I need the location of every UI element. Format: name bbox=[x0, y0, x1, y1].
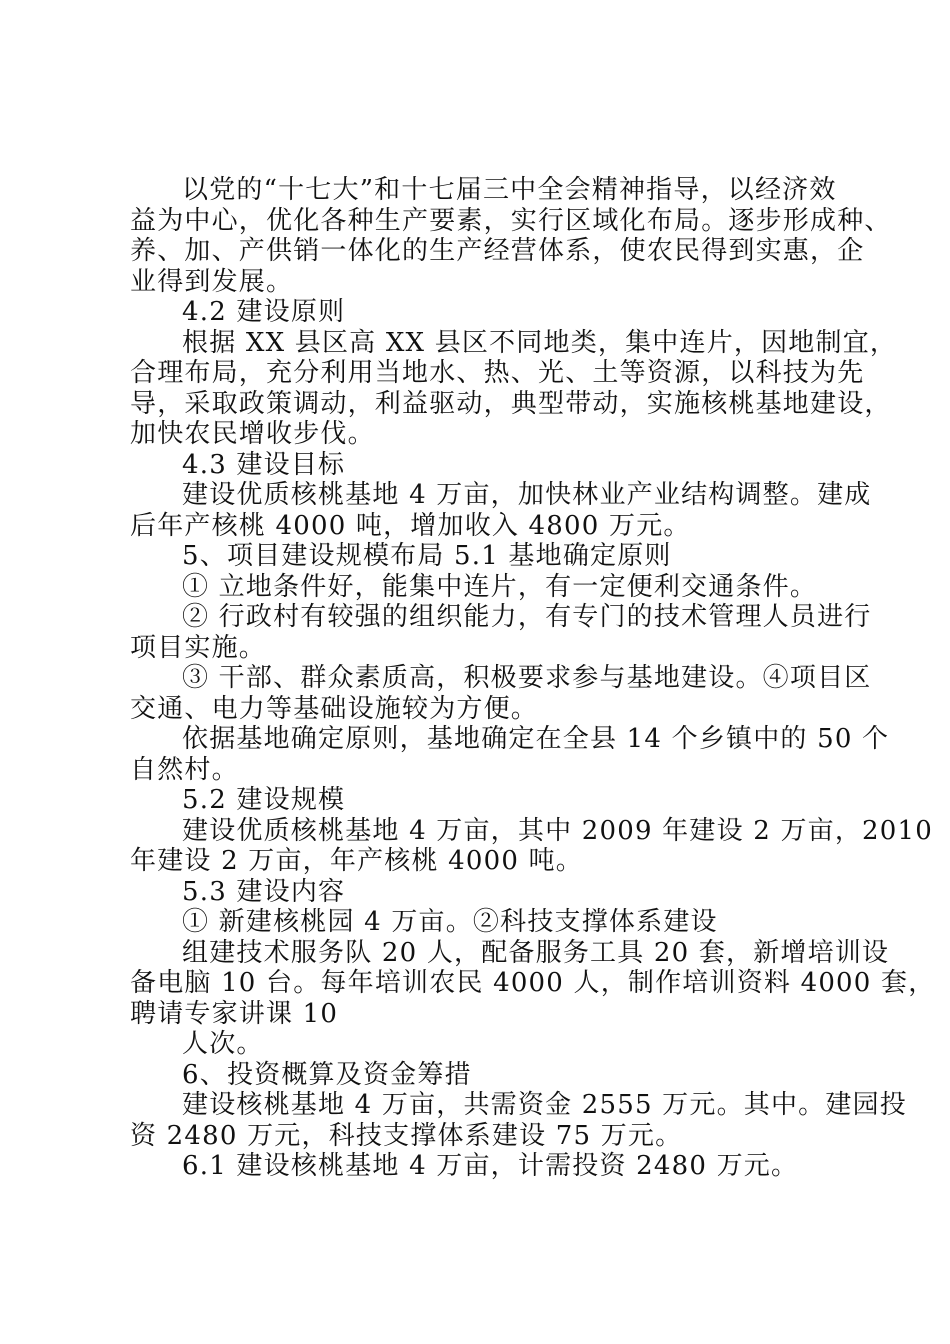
text-line: 聘请专家讲课 10 bbox=[130, 998, 339, 1029]
text-line: 5.2 建设规模 bbox=[182, 785, 346, 815]
text-line: 组建技术服务队 20 人，配备服务工具 20 套，新增培训设 bbox=[182, 937, 890, 968]
text-line: 益为中心，优化各种生产要素，实行区域化布局。逐步形成种、 bbox=[130, 205, 892, 236]
text-line: 养、加、产供销一体化的生产经营体系，使农民得到实惠，企 bbox=[130, 236, 865, 266]
text-line: 6、投资概算及资金筹措 bbox=[182, 1059, 472, 1090]
text-line: 项目实施。 bbox=[130, 632, 267, 663]
text-line: 资 2480 万元，科技支撑体系建设 75 万元。 bbox=[130, 1120, 683, 1151]
text-line: ① 新建核桃园 4 万亩。②科技支撑体系建设 bbox=[182, 907, 718, 937]
text-line: 根据 XX 县区高 XX 县区不同地类，集中连片，因地制宜， bbox=[182, 327, 898, 358]
text-line: 建设优质核桃基地 4 万亩，其中 2009 年建设 2 万亩，2010 bbox=[182, 815, 934, 846]
text-line: 合理布局，充分利用当地水、热、光、土等资源，以科技为先 bbox=[130, 358, 865, 388]
document-body bbox=[130, 175, 936, 1182]
text-line: 依据基地确定原则，基地确定在全县 14 个乡镇中的 50 个 bbox=[182, 724, 890, 754]
text-line: 5.3 建设内容 bbox=[182, 876, 346, 907]
text-line: 5、项目建设规模布局 5.1 基地确定原则 bbox=[182, 541, 672, 571]
text-line: 后年产核桃 4000 吨，增加收入 4800 万元。 bbox=[130, 510, 691, 541]
text-line: 业得到发展。 bbox=[130, 266, 294, 297]
text-line: 建设核桃基地 4 万亩，共需资金 2555 万元。其中。建园投 bbox=[182, 1090, 907, 1120]
text-line: 导，采取政策调动，利益驱动，典型带动，实施核桃基地建设， bbox=[130, 388, 892, 419]
text-line: 备电脑 10 台。每年培训农民 4000 人，制作培训资料 4000 套， bbox=[130, 968, 936, 998]
text-line: 建设优质核桃基地 4 万亩，加快林业产业结构调整。建成 bbox=[182, 480, 872, 510]
text-line: 4.2 建设原则 bbox=[182, 297, 346, 327]
text-line: ③ 干部、群众素质高，积极要求参与基地建设。④项目区 bbox=[182, 663, 872, 693]
text-line: 以党的“十七大”和十七届三中全会精神指导，以经济效 bbox=[182, 175, 837, 205]
text-line: ② 行政村有较强的组织能力，有专门的技术管理人员进行 bbox=[182, 602, 872, 632]
text-line: 交通、电力等基础设施较为方便。 bbox=[130, 693, 539, 724]
text-line: ① 立地条件好，能集中连片，有一定便利交通条件。 bbox=[182, 571, 818, 602]
text-line: 年建设 2 万亩，年产核桃 4000 吨。 bbox=[130, 846, 583, 876]
text-line: 6.1 建设核桃基地 4 万亩，计需投资 2480 万元。 bbox=[182, 1151, 799, 1181]
text-line: 人次。 bbox=[182, 1029, 264, 1059]
text-line: 加快农民增收步伐。 bbox=[130, 419, 375, 449]
text-line: 自然村。 bbox=[130, 754, 239, 785]
text-line: 4.3 建设目标 bbox=[182, 449, 346, 480]
